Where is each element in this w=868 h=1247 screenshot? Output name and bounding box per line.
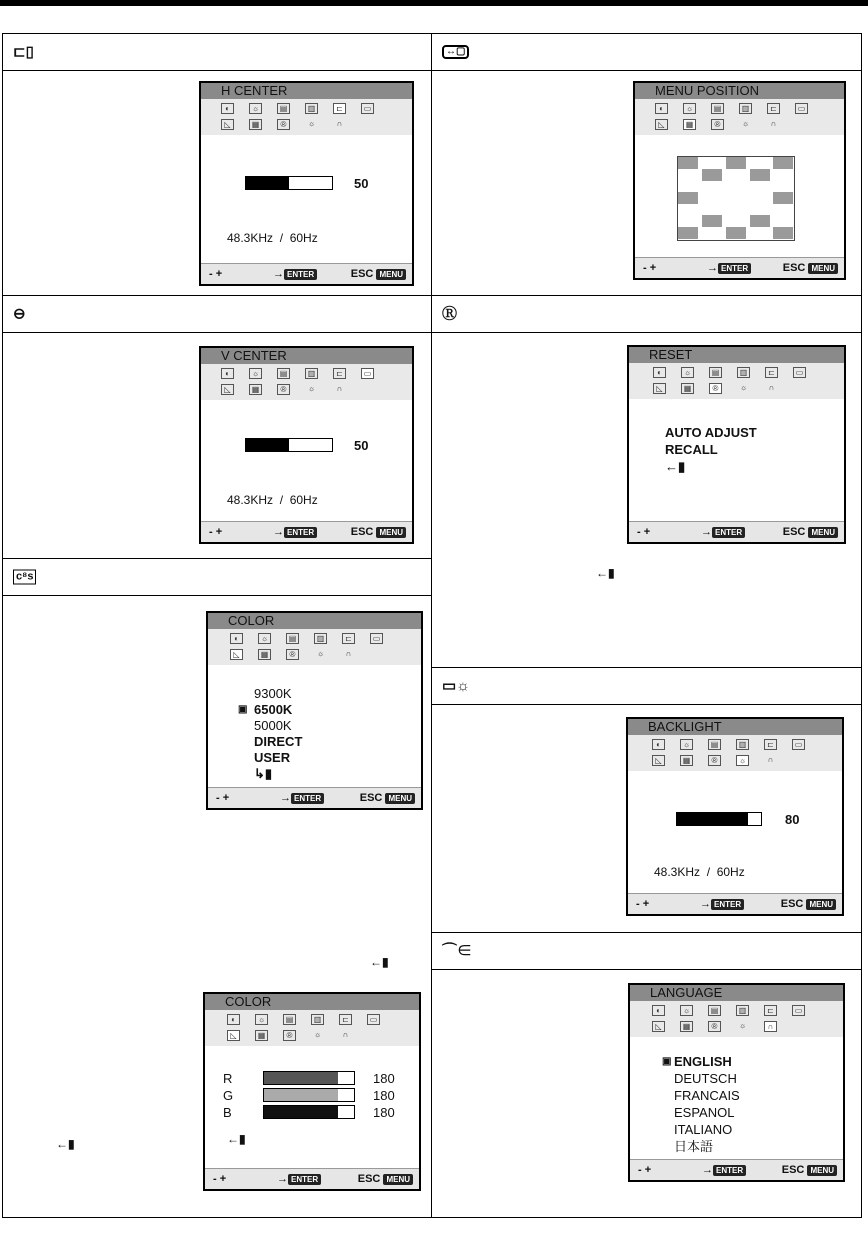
osd-footer: [205, 1168, 419, 1189]
esc-hint: [781, 898, 836, 910]
color-icon[interactable]: ◺: [653, 383, 666, 394]
phase-icon[interactable]: ▤: [286, 633, 299, 644]
phase-icon[interactable]: ▤: [277, 103, 290, 114]
arrow: →: [707, 262, 718, 274]
reset-item-exit[interactable]: ←▮: [665, 459, 686, 474]
arrow: →: [701, 526, 712, 538]
bar-fill: [246, 177, 289, 189]
reset-icon[interactable]: ®: [286, 649, 299, 660]
osd-footer: [635, 257, 844, 278]
color-icon[interactable]: ◺: [230, 649, 243, 660]
rgb-label-b: B: [223, 1105, 232, 1120]
reset-icon[interactable]: ®: [277, 119, 290, 130]
osd-title: RESET: [629, 347, 844, 363]
osd-title: V CENTER: [201, 348, 412, 364]
language-item-japanese[interactable]: 日本語: [674, 1139, 714, 1154]
clock-icon[interactable]: ▥: [305, 103, 318, 114]
rgb-value-b: 180: [373, 1105, 395, 1120]
contrast-icon[interactable]: ◐: [652, 739, 665, 750]
esc-label: ESC: [782, 526, 806, 538]
v-center-value: 50: [354, 438, 369, 453]
menu-key: MENU: [808, 263, 838, 274]
esc-hint: [351, 268, 406, 280]
enter-key: ENTER: [284, 527, 317, 538]
osd-language: [628, 983, 845, 1182]
menu-position-icon[interactable]: ▦: [255, 1030, 268, 1041]
clock-icon[interactable]: ▥: [736, 1005, 749, 1016]
reset-icon[interactable]: ®: [283, 1030, 296, 1041]
osd-v-center: [199, 346, 414, 544]
esc-hint: [782, 1164, 837, 1176]
color-item-direct[interactable]: DIRECT: [254, 734, 303, 749]
phase-icon[interactable]: ▤: [708, 1005, 721, 1016]
enter-hint: [273, 526, 317, 538]
enter-hint: [701, 526, 745, 538]
adjust-keys: - +: [638, 1164, 652, 1176]
h-center-value: 50: [354, 176, 369, 191]
backlight-icon[interactable]: ☼: [313, 1030, 322, 1039]
enter-key: ENTER: [288, 1174, 321, 1185]
h-position-icon[interactable]: ⊏: [764, 739, 777, 750]
pos-upper-mid-left[interactable]: [702, 169, 722, 181]
osd-title: COLOR: [208, 613, 421, 629]
osd-icon-row: [201, 364, 412, 400]
h-position-icon[interactable]: ⊏: [333, 103, 346, 114]
color-item-5000k[interactable]: 5000K: [254, 718, 292, 733]
reset-icon[interactable]: ®: [711, 119, 724, 130]
column-divider: [431, 33, 432, 1218]
brightness-icon[interactable]: ☼: [258, 633, 271, 644]
v-position-icon[interactable]: ▭: [792, 739, 805, 750]
adjust-keys: - +: [637, 526, 651, 538]
adjust-keys: - +: [643, 262, 657, 274]
osd-reset: [627, 345, 846, 544]
rgb-value-g: 180: [373, 1088, 395, 1103]
language-icon[interactable]: ∩: [770, 119, 777, 128]
v-position-icon[interactable]: ▭: [367, 1014, 380, 1025]
bar-fill: [264, 1089, 338, 1101]
menu-position-icon[interactable]: ▦: [680, 755, 693, 766]
color-item-6500k[interactable]: 6500K: [254, 702, 293, 717]
menu-position-icon[interactable]: ▦: [258, 649, 271, 660]
phase-icon[interactable]: ▤: [708, 739, 721, 750]
backlight-icon: ▭☼: [442, 677, 470, 695]
rgb-label-r: R: [223, 1071, 233, 1086]
osd-icon-row: [201, 99, 412, 135]
section-header-menu-position: [432, 33, 861, 71]
osd-icon-row: [630, 1001, 843, 1037]
v-position-icon[interactable]: ▭: [793, 367, 806, 378]
adjust-keys: - +: [209, 526, 223, 538]
menu-position-icon[interactable]: ▦: [680, 1021, 693, 1032]
osd-footer: [201, 521, 412, 542]
contrast-icon[interactable]: ◐: [653, 367, 666, 378]
language-icon[interactable]: ∩: [345, 649, 352, 658]
enter-key: ENTER: [711, 899, 744, 910]
osd-backlight: [626, 717, 844, 916]
bar-fill: [677, 813, 748, 825]
osd-icon-row: [208, 629, 421, 665]
backlight-icon[interactable]: ☼: [741, 119, 750, 128]
esc-label: ESC: [782, 262, 806, 274]
adjust-keys: - +: [209, 268, 223, 280]
h-center-bar[interactable]: [245, 176, 333, 190]
rgb-bar-r[interactable]: [263, 1071, 355, 1085]
brightness-icon[interactable]: ☼: [680, 739, 693, 750]
esc-label: ESC: [357, 1173, 381, 1185]
brightness-icon[interactable]: ☼: [683, 103, 696, 114]
v-position-icon[interactable]: ▭: [361, 103, 374, 114]
language-item-deutsch[interactable]: DEUTSCH: [674, 1071, 737, 1086]
section-header-reset: [432, 295, 861, 333]
phase-icon[interactable]: ▤: [283, 1014, 296, 1025]
esc-hint: [783, 262, 838, 274]
rgb-label-g: G: [223, 1088, 234, 1103]
color-icon[interactable]: ◺: [221, 384, 234, 395]
contrast-icon[interactable]: ◐: [652, 1005, 665, 1016]
color-item-exit[interactable]: ↳▮: [254, 766, 273, 781]
bar-fill: [246, 439, 289, 451]
clock-icon[interactable]: ▥: [305, 368, 318, 379]
top-rule: [0, 0, 868, 6]
menu-position-icon[interactable]: ▦: [249, 384, 262, 395]
pos-bottom-left[interactable]: [678, 227, 698, 239]
backlight-icon[interactable]: ☼: [307, 119, 316, 128]
osd-icon-row: [635, 99, 844, 135]
v-position-icon[interactable]: ▭: [361, 368, 374, 379]
rgb-bar-g[interactable]: [263, 1088, 355, 1102]
menu-key: MENU: [376, 527, 406, 538]
backlight-value: 80: [785, 812, 800, 827]
arrow: →: [702, 1164, 713, 1176]
reset-icon[interactable]: ®: [708, 755, 721, 766]
brightness-icon[interactable]: ☼: [249, 368, 262, 379]
pos-top-left[interactable]: [678, 157, 698, 169]
bar-fill: [264, 1106, 338, 1118]
section-header-v-center: [3, 295, 431, 333]
osd-footer: [630, 1159, 843, 1180]
enter-key: ENTER: [284, 269, 317, 280]
language-icon[interactable]: ∩: [336, 384, 343, 393]
language-item-italiano[interactable]: ITALIANO: [674, 1122, 733, 1137]
language-icon[interactable]: ∩: [342, 1030, 349, 1039]
osd-footer: [208, 787, 421, 808]
bar-fill: [264, 1072, 338, 1084]
phase-icon[interactable]: ▤: [277, 368, 290, 379]
adjust-keys: - +: [213, 1173, 227, 1185]
clock-icon[interactable]: ▥: [739, 103, 752, 114]
pos-upper-mid-right[interactable]: [750, 169, 770, 181]
arrow: →: [273, 268, 284, 280]
color-icon[interactable]: ◺: [655, 119, 668, 130]
color-icon[interactable]: ◺: [652, 1021, 665, 1032]
color-item-user[interactable]: USER: [254, 750, 291, 765]
enter-hint: [280, 792, 324, 804]
color-side-glyph: ←▮: [56, 1137, 75, 1151]
osd-title: COLOR: [205, 994, 419, 1010]
contrast-icon[interactable]: ◐: [227, 1014, 240, 1025]
brightness-icon[interactable]: ☼: [680, 1005, 693, 1016]
esc-hint: [360, 792, 415, 804]
color-icon[interactable]: ◺: [227, 1030, 240, 1041]
esc-label: ESC: [781, 1164, 805, 1176]
selected-marker: ▣: [662, 1056, 672, 1067]
v-position-icon[interactable]: ▭: [792, 1005, 805, 1016]
reset-item-auto-adjust[interactable]: AUTO ADJUST: [665, 425, 757, 440]
pos-top-right[interactable]: [773, 157, 793, 169]
menu-position-icon[interactable]: ▦: [683, 119, 696, 130]
enter-key: ENTER: [291, 793, 324, 804]
arrow: →: [277, 1173, 288, 1185]
frequency-readout: 48.3KHz / 60Hz: [227, 231, 318, 245]
menu-position-icon[interactable]: ▦: [249, 119, 262, 130]
esc-hint: [351, 526, 406, 538]
reset-icon[interactable]: ®: [277, 384, 290, 395]
section-header-language: [432, 932, 861, 970]
enter-key: ENTER: [713, 1165, 746, 1176]
enter-hint: [702, 1164, 746, 1176]
reset-icon[interactable]: ®: [708, 1021, 721, 1032]
position-grid: [677, 156, 795, 241]
esc-label: ESC: [780, 898, 804, 910]
h-position-icon[interactable]: ⊏: [333, 368, 346, 379]
adjust-keys: - +: [636, 898, 650, 910]
enter-hint: [700, 898, 744, 910]
selected-marker: ▣: [238, 704, 248, 715]
clock-icon[interactable]: ▥: [736, 739, 749, 750]
enter-hint: [277, 1173, 321, 1185]
osd-footer: [201, 263, 412, 284]
osd-menu-position: [633, 81, 846, 280]
pos-bottom-right[interactable]: [773, 227, 793, 239]
language-icon[interactable]: ∩: [764, 1021, 777, 1032]
menu-key: MENU: [808, 527, 838, 538]
language-icon[interactable]: ∩: [768, 383, 775, 392]
frequency-readout: 48.3KHz / 60Hz: [227, 493, 318, 507]
color-exit-glyph: ←▮: [370, 955, 389, 969]
contrast-icon[interactable]: ◐: [655, 103, 668, 114]
pos-bottom-center[interactable]: [726, 227, 746, 239]
language-item-espanol[interactable]: ESPANOL: [674, 1105, 735, 1120]
pos-mid-left[interactable]: [678, 192, 698, 204]
osd-footer: [629, 521, 844, 542]
menu-key: MENU: [385, 793, 415, 804]
color-icon[interactable]: ◺: [652, 755, 665, 766]
language-icon[interactable]: ∩: [767, 755, 774, 764]
rgb-bar-b[interactable]: [263, 1105, 355, 1119]
h-position-icon: ⊏▯: [13, 43, 34, 61]
language-icon[interactable]: ∩: [336, 119, 343, 128]
v-position-icon[interactable]: ▭: [795, 103, 808, 114]
language-item-francais[interactable]: FRANCAIS: [674, 1088, 740, 1103]
phase-icon[interactable]: ▤: [711, 103, 724, 114]
menu-key: MENU: [807, 1165, 837, 1176]
osd-footer: [628, 893, 842, 914]
osd-color-presets: [206, 611, 423, 810]
osd-title: MENU POSITION: [635, 83, 844, 99]
clock-icon[interactable]: ▥: [737, 367, 750, 378]
enter-hint: [707, 262, 751, 274]
clock-icon[interactable]: ▥: [311, 1014, 324, 1025]
v-position-icon: ⊖: [13, 305, 26, 323]
section-header-color: [3, 558, 431, 596]
h-position-icon[interactable]: ⊏: [764, 1005, 777, 1016]
section-header-backlight: [432, 667, 861, 705]
color-icon: c⁸s: [13, 570, 36, 585]
osd-icon-row: [205, 1010, 419, 1046]
osd-title: LANGUAGE: [630, 985, 843, 1001]
reset-icon[interactable]: ®: [709, 383, 722, 394]
color-icon[interactable]: ◺: [221, 119, 234, 130]
h-position-icon[interactable]: ⊏: [342, 633, 355, 644]
backlight-icon[interactable]: ☼: [738, 1021, 747, 1030]
backlight-icon[interactable]: ☼: [739, 383, 748, 392]
esc-label: ESC: [350, 268, 374, 280]
phase-icon[interactable]: ▤: [709, 367, 722, 378]
backlight-icon[interactable]: ☼: [736, 755, 749, 766]
clock-icon[interactable]: ▥: [314, 633, 327, 644]
arrow: →: [280, 792, 291, 804]
enter-key: ENTER: [712, 527, 745, 538]
h-position-icon[interactable]: ⊏: [767, 103, 780, 114]
contrast-icon[interactable]: ◐: [221, 368, 234, 379]
pos-mid-right[interactable]: [773, 192, 793, 204]
brightness-icon[interactable]: ☼: [255, 1014, 268, 1025]
menu-key: MENU: [806, 899, 836, 910]
contrast-icon[interactable]: ◐: [230, 633, 243, 644]
reset-exit-glyph: ←▮: [596, 566, 615, 580]
reset-icon: Ⓡ: [442, 305, 458, 323]
osd-color-rgb: [203, 992, 421, 1191]
pos-top-center[interactable]: [726, 157, 746, 169]
language-item-english[interactable]: ENGLISH: [674, 1054, 732, 1069]
menu-key: MENU: [383, 1174, 413, 1185]
osd-icon-row: [629, 363, 844, 399]
osd-icon-row: [628, 735, 842, 771]
osd-h-center: [199, 81, 414, 286]
osd-title: BACKLIGHT: [628, 719, 842, 735]
h-position-icon[interactable]: ⊏: [339, 1014, 352, 1025]
contrast-icon[interactable]: ◐: [221, 103, 234, 114]
enter-key: ENTER: [718, 263, 751, 274]
brightness-icon[interactable]: ☼: [681, 367, 694, 378]
menu-position-icon[interactable]: ▦: [681, 383, 694, 394]
section-header-h-center: [3, 33, 431, 71]
arrow: →: [700, 898, 711, 910]
esc-hint: [783, 526, 838, 538]
arrow: →: [273, 526, 284, 538]
v-position-icon[interactable]: ▭: [370, 633, 383, 644]
rgb-exit-item[interactable]: ←▮: [227, 1132, 246, 1146]
brightness-icon[interactable]: ☼: [249, 103, 262, 114]
backlight-icon[interactable]: ☼: [316, 649, 325, 658]
esc-label: ESC: [359, 792, 383, 804]
reset-item-recall[interactable]: RECALL: [665, 442, 718, 457]
pos-lower-mid-right[interactable]: [750, 215, 770, 227]
backlight-bar[interactable]: [676, 812, 762, 826]
v-center-bar[interactable]: [245, 438, 333, 452]
menu-position-icon: ↔▢: [442, 45, 469, 59]
esc-label: ESC: [350, 526, 374, 538]
backlight-icon[interactable]: ☼: [307, 384, 316, 393]
frequency-readout: 48.3KHz / 60Hz: [654, 865, 745, 879]
color-item-9300k[interactable]: 9300K: [254, 686, 292, 701]
enter-hint: [273, 268, 317, 280]
osd-title: H CENTER: [201, 83, 412, 99]
menu-key: MENU: [376, 269, 406, 280]
pos-lower-mid-left[interactable]: [702, 215, 722, 227]
esc-hint: [358, 1173, 413, 1185]
language-icon: ⌒∈: [442, 942, 473, 960]
rgb-value-r: 180: [373, 1071, 395, 1086]
pos-center[interactable]: [726, 192, 746, 204]
h-position-icon[interactable]: ⊏: [765, 367, 778, 378]
adjust-keys: - +: [216, 792, 230, 804]
